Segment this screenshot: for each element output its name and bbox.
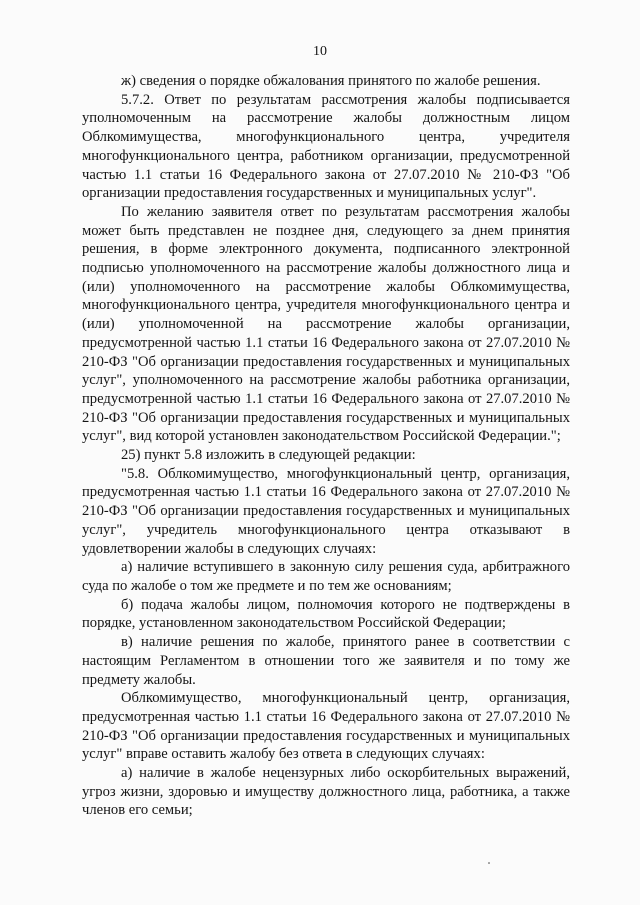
paragraph-refusal-a: а) наличие вступившего в законную силу решения суда, арбитражного суда по жалобе о том же предмете и по тем же основаниям; xyxy=(82,559,570,594)
paragraph-electronic-response: По желанию заявителя ответ по результатам рассмотрения жалобы может быть представлен не позднее дня, следующего за днем принятия решения, в форме электронного документа, подписанного электронной подписью уполномоченного на рассмотрение жалобы должностного лица и (или) уполномоченного на рассмотрение жалобы Облкомимущества, многофункционального центра, учредителя многофункционального центра и (или) уполномоченной на рассмотрение жалобы организации, предусмотренной частью 1.1 статьи 16 Федерального закона от 27.07.2010 № 210-ФЗ "Об организации предоставления государственных и муниципальных услуг", уполномоченного на рассмотрение жалобы работника организации, предусмотренной частью 1.1 статьи 16 Федерального закона от 27.07.2010 № 210-ФЗ "Об организации предоставления государственных и муниципальных услуг", вид которой установлен законодательством Российской Федерации."; xyxy=(82,203,570,445)
paragraph-no-response-a: а) наличие в жалобе нецензурных либо оскорбительных выражений, угроз жизни, здоровью и имуществу должностного лица, работника, а также членов его семьи; xyxy=(82,765,570,819)
scan-speck xyxy=(488,862,490,864)
paragraph-refusal-b: б) подача жалобы лицом, полномочия которого не подтверждены в порядке, установленном законодательством Российской Федерации; xyxy=(82,596,570,632)
paragraph-item-25: 25) пункт 5.8 изложить в следующей редакции: xyxy=(121,447,416,464)
paragraph-appeal-procedure: ж) сведения о порядке обжалования принятого по жалобе решения. xyxy=(121,73,541,89)
paragraph-no-response: Облкомимущество, многофункциональный центр, организация, предусмотренная частью 1.1 статьи 16 Федерального закона от 27.07.2010 № 210-ФЗ "Об организации предоставления государственных и муниципальных услуг" вправе оставить жалобу без ответа в следующих случаях: xyxy=(82,690,570,763)
paragraph-5-8: "5.8. Облкомимущество, многофункциональный центр, организация, предусмотренная частью 1.1 статьи 16 Федерального закона от 27.07.2010 № 210-ФЗ "Об организации предоставления государственных и муниципальных услуг", учредитель многофункционального центра отказывают в удовлетворении жалобы в следующих случаях: xyxy=(82,465,570,557)
page-number: 10 xyxy=(313,44,327,59)
document-body xyxy=(82,72,570,820)
paragraph-refusal-c: в) наличие решения по жалобе, принятого ранее в соответствии с настоящим Регламентом в отношении того же заявителя и по тому же предмету жалобы. xyxy=(82,634,570,688)
paragraph-5-7-2: 5.7.2. Ответ по результатам рассмотрения жалобы подписывается уполномоченным на рассмотрение жалобы должностным лицом Облкомимущества, многофункционального центра, учредителя многофункционального центра, работником организации, предусмотренной частью 1.1 статьи 16 Федерального закона от 27.07.2010 № 210-ФЗ "Об организации предоставления государственных и муниципальных услуг". xyxy=(82,91,570,202)
